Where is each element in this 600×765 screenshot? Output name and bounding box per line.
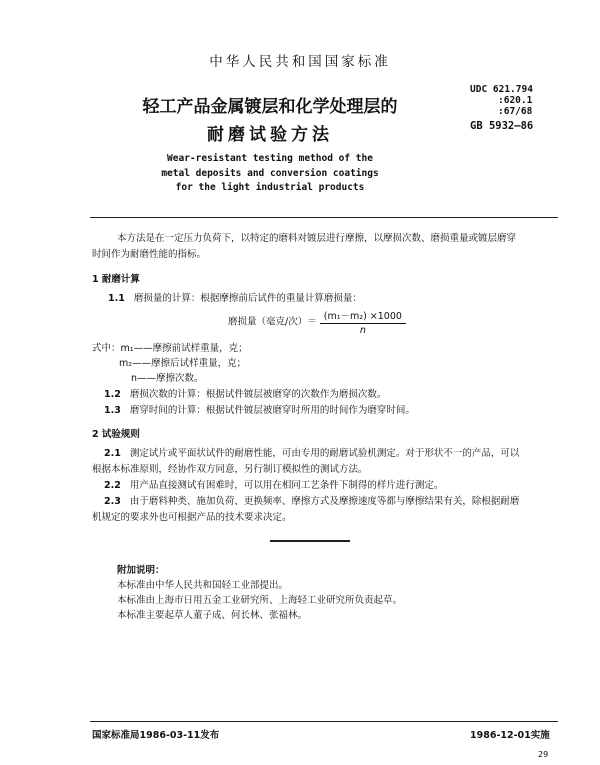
notes-line-1: 本标准由中华人民共和国轻工业部提出。 [117,580,289,591]
issuing-authority: 中华人民共和国国家标准 [209,54,391,70]
formula-fraction [320,308,406,336]
item-2-3 [104,493,519,510]
item-1-1-text: 磨损量的计算：根据摩擦前后试件的重量计算磨损量： [133,293,362,304]
udc-line-3: :67/68 [498,106,533,117]
item-2-3-continued: 机规定的要求外也可根据产品的技术要求决定。 [92,512,292,523]
english-title [0,152,540,196]
english-title-line-2: metal deposits and conversion coatings [161,167,379,179]
section-1-heading: 1 耐磨计算 [92,274,140,285]
notes-line-2: 本标准由上海市日用五金工业研究所、上海轻工业研究所负责起草。 [117,595,403,606]
intro-line-2: 时间作为耐磨性能的指标。 [92,249,207,260]
item-1-1 [108,290,362,307]
item-2-2 [104,477,443,494]
title-line-2: 耐磨试验方法 [207,125,333,145]
item-2-1-text-a: 测定试片或平面状试件的耐磨性能，可由专用的耐磨试验机测定。对于形状不一的产品，可以 [129,448,520,459]
english-title-line-3: for the light industrial products [175,182,365,193]
english-title-line-1: Wear-resistant testing method of the [167,153,373,164]
item-1-2-number: 1.2 [104,389,121,400]
item-1-1-number: 1.1 [108,293,125,304]
notes-heading: 附加说明： [117,565,165,576]
item-1-3-number: 1.3 [104,405,121,416]
where-line-1: 式中：m₁——摩擦前试样重量，克； [92,343,248,354]
footer-divider [90,721,558,722]
section-2-heading: 2 试验规则 [92,429,140,440]
formula-denominator: n [359,325,366,336]
item-2-3-text-a: 由于磨料种类、施加负荷、更换频率、摩擦方式及摩擦速度等都与摩擦结果有关，除根据耐磨 [129,496,520,507]
page-number: 29 [538,750,549,759]
effective-date: 1986-12-01实施 [470,730,550,741]
issue-date: 国家标准局1986-03-11发布 [92,730,220,741]
udc-line-2: :620.1 [498,95,533,106]
where-line-3: n——摩擦次数。 [131,373,204,384]
item-2-3-number: 2.3 [104,496,121,507]
item-2-2-number: 2.2 [104,480,121,491]
item-1-3 [104,402,415,419]
item-2-1 [104,445,519,462]
item-1-3-text: 磨穿时间的计算：根据试件镀层被磨穿时所用的时间作为磨穿时间。 [129,405,415,416]
item-1-2 [104,386,386,403]
where-line-2: m₂——摩擦后试样重量，克； [119,358,247,369]
header-divider [90,217,558,218]
item-2-1-number: 2.1 [104,448,121,459]
item-2-2-text: 用产品直接测试有困难时，可以用在相同工艺条件下制得的样片进行测定。 [129,480,444,491]
formula-numerator: (m₁－m₂) ×1000 [320,308,406,324]
item-2-1-continued: 根据本标准原则，经协作双方同意，另行制订模拟性的测试方法。 [92,464,368,475]
gb-number: GB 5932—86 [470,120,534,132]
intro-line-1: 本方法是在一定压力负荷下，以特定的磨料对镀层进行摩擦，以摩损次数、磨损重量或镀层磨穿 [117,233,517,244]
item-1-2-text: 磨损次数的计算：根据试件镀层被磨穿的次数作为磨损次数。 [129,389,387,400]
formula-left: 磨损量（毫克/次）＝ [228,316,317,328]
udc-line-1: UDC 621.794 [470,84,533,95]
notes-line-3: 本标准主要起草人董子成、何长林、张福林。 [117,610,308,621]
title-line-1: 轻工产品金属镀层和化学处理层的 [142,97,398,117]
section-divider [270,540,350,542]
wear-formula [228,308,406,336]
